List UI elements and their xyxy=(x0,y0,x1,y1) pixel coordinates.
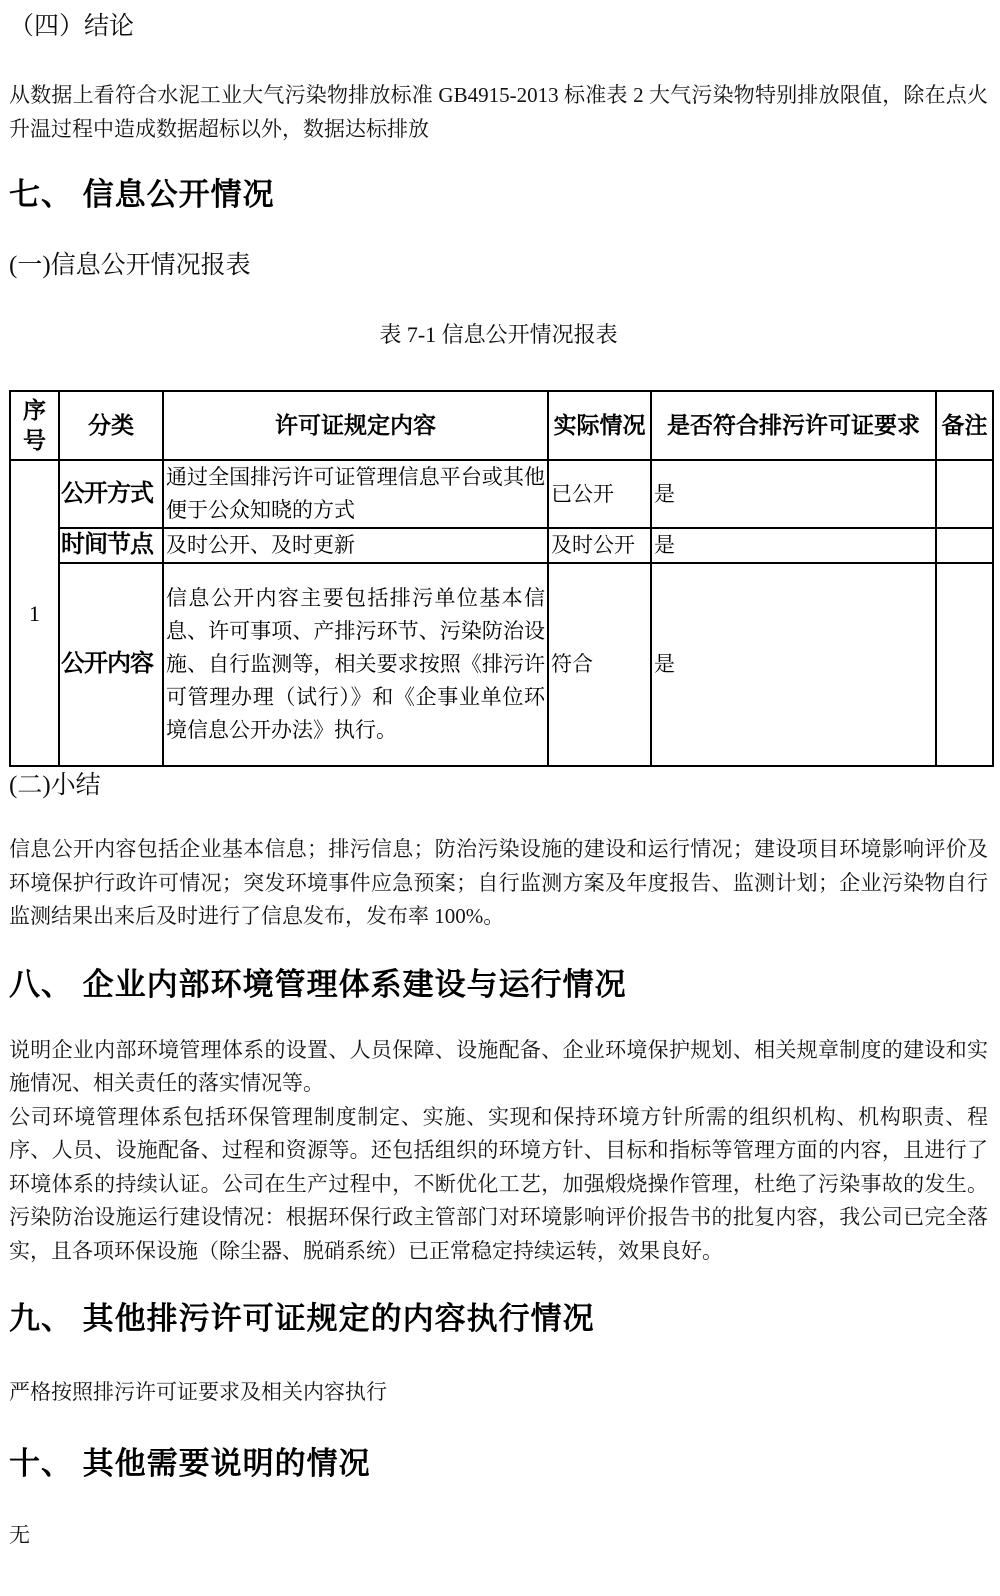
section8-paragraph-2: 公司环境管理体系包括环保管理制度制定、实施、实现和保持环境方针所需的组织机构、机构职责、程序、人员、设施配备、过程和资源等。还包括组织的环境方针、目标和指标等管理方面的内容，且进行了环境体系的持续认证。公司在生产过程中，不断优化工艺，加强煅烧操作管理，杜绝了污染事故的发生。 污染防治设施运行建设情况：根据环保行政主管部门对环境影响评价报告书的批复内容，我公司已完全落实，且各项环保设施（除尘器、脱硝系统）已正常稳定持续运转，效果良好。 xyxy=(9,1104,988,1263)
section10-paragraph: 无 xyxy=(9,1522,30,1547)
disclosure-table xyxy=(9,390,994,767)
header-content: 许可证规定内容 xyxy=(163,391,548,460)
cell-remark xyxy=(936,528,993,563)
cell-remark xyxy=(936,460,993,528)
conclusion-paragraph: 从数据上看符合水泥工业大气污染物排放标准 GB4915-2013 标准表 2 大气污染物特别排放限值，除在点火升温过程中造成数据超标以外，数据达标排放 xyxy=(9,83,988,141)
section9-paragraph: 严格按照排污许可证要求及相关内容执行 xyxy=(9,1380,387,1404)
conclusion-heading: （四）结论 xyxy=(9,13,135,40)
cell-comply: 是 xyxy=(651,528,936,563)
table-row xyxy=(10,528,993,563)
section10-heading: 十、 其他需要说明的情况 xyxy=(9,1445,371,1481)
cell-content: 及时公开、及时更新 xyxy=(163,528,548,563)
header-actual: 实际情况 xyxy=(548,391,651,460)
cell-remark xyxy=(936,563,993,766)
cell-comply: 是 xyxy=(651,460,936,528)
section7-subheading-report: (一)信息公开情况报表 xyxy=(9,252,251,279)
cell-seq-number: 1 xyxy=(10,460,59,766)
cell-actual: 及时公开 xyxy=(548,528,651,563)
cell-actual: 符合 xyxy=(548,563,651,766)
cell-category: 公开内容 xyxy=(59,563,163,766)
table-row xyxy=(10,563,993,766)
cell-category: 公开方式 xyxy=(59,460,163,528)
cell-content: 通过全国排污许可证管理信息平台或其他便于公众知晓的方式 xyxy=(163,460,548,528)
section8-heading: 八、 企业内部环境管理体系建设与运行情况 xyxy=(9,966,627,1002)
header-seq: 序号 xyxy=(10,391,59,460)
header-comply: 是否符合排污许可证要求 xyxy=(651,391,936,460)
cell-comply: 是 xyxy=(651,563,936,766)
section7-heading: 七、 信息公开情况 xyxy=(9,177,275,212)
cell-content: 信息公开内容主要包括排污单位基本信息、许可事项、产排污环节、污染防治设施、自行监测等，相关要求按照《排污许可管理办理（试行）》和《企事业单位环境信息公开办法》执行。 xyxy=(163,563,548,766)
section7-summary-paragraph: 信息公开内容包括企业基本信息；排污信息；防治污染设施的建设和运行情况；建设项目环境影响评价及环境保护行政许可情况；突发环境事件应急预案；自行监测方案及年度报告、监测计划；企业污染物自行监测结果出来后及时进行了信息发布，发布率 100%。 xyxy=(9,837,988,928)
header-remark: 备注 xyxy=(936,391,993,460)
header-category: 分类 xyxy=(59,391,163,460)
table-row xyxy=(10,460,993,528)
section8-paragraphs xyxy=(9,1034,988,1269)
section9-heading: 九、 其他排污许可证规定的内容执行情况 xyxy=(9,1301,595,1336)
cell-actual: 已公开 xyxy=(548,460,651,528)
section7-subheading-summary: (二)小结 xyxy=(9,772,101,799)
section8-paragraph-1: 说明企业内部环境管理体系的设置、人员保障、设施配备、企业环境保护规划、相关规章制度的建设和实施情况、相关责任的落实情况等。 xyxy=(9,1037,988,1095)
table-header-row xyxy=(10,391,993,460)
table-caption: 表 7-1 信息公开情况报表 xyxy=(379,322,618,347)
cell-category: 时间节点 xyxy=(59,528,163,563)
